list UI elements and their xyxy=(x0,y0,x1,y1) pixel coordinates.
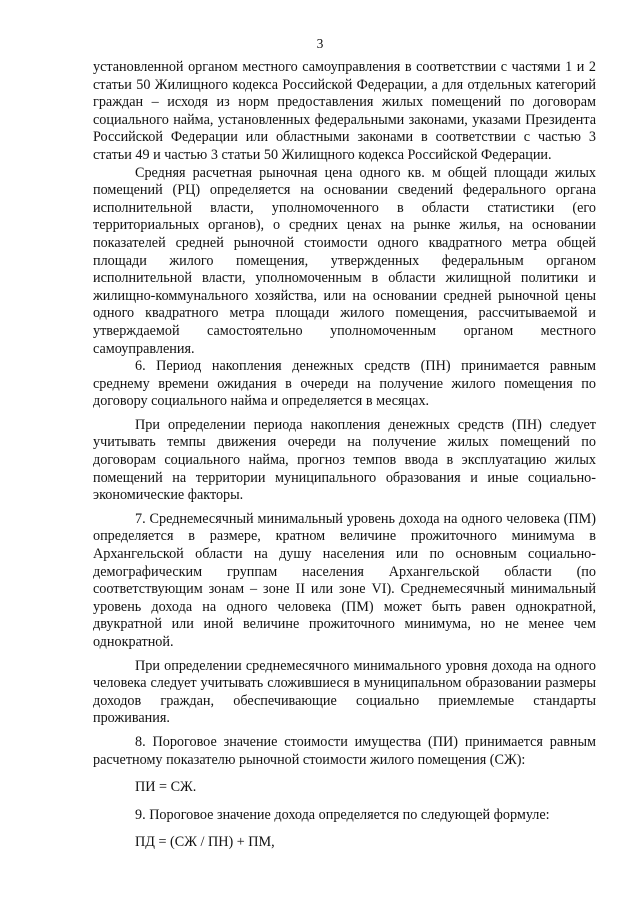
paragraph-item-7-minimum-income: 7. Среднемесячный минимальный уровень дохода на одного человека (ПМ) определяется в размере, кратном величине прожиточного минимума в Архангельской области на душу населения или по основным социально-демографическим группам населения Архангельской области (по соответствующим зонам – зоне II или зоне VI). Среднемесячный минимальный уровень дохода на одного человека (ПМ) может быть равен однократной, двукратной или иной величине прожиточного минимума, но не менее чем однократной. xyxy=(93,510,596,650)
paragraph-average-market-price: Средняя расчетная рыночная цена одного кв. м общей площади жилых помещений (РЦ) определяется на основании сведений федерального органа исполнительной власти, уполномоченного в области статистики (его территориальных органов), о средних ценах на рынке жилья, на основании показателей средней рыночной стоимости одного квадратного метра общей площади жилого помещения, утвержденных федеральным органом исполнительной власти, уполномоченным в области жилищной политики и жилищно-коммунального хозяйства, или на основании средней рыночной цены одного квадратного метра площади жилого помещения, рассчитываемой и утверждаемой самостоятельно уполномоченным органом местного самоуправления. xyxy=(93,164,596,357)
page-number: 3 xyxy=(316,36,324,51)
paragraph-minimum-income-factors: При определении среднемесячного минимального уровня дохода на одного человека следует учитывать сложившиеся в муниципальном образовании размеры доходов граждан, обеспечивающие социально приемлемые стандарты проживания. xyxy=(93,657,596,727)
formula-property-threshold: ПИ = СЖ. xyxy=(135,779,197,796)
paragraph-accumulation-period-factors: При определении периода накопления денежных средств (ПН) следует учитывать темпы движения очереди на получение жилых помещений по договорам социального найма, прогноз темпов ввода в эксплуатацию жилых помещений на территории муниципального образования и иные социально-экономические факторы. xyxy=(93,416,596,504)
paragraph-item-6-accumulation-period: 6. Период накопления денежных средств (ПН) принимается равным среднему времени ожидания в очереди на получение жилого помещения по договору социального найма и определяется в месяцах. xyxy=(93,358,596,410)
paragraph-item-8-property-threshold: 8. Пороговое значение стоимости имущества (ПИ) принимается равным расчетному показателю рыночной стоимости жилого помещения (СЖ): xyxy=(93,733,596,768)
paragraph-item-9-income-threshold: 9. Пороговое значение дохода определяется по следующей формуле: xyxy=(135,806,550,823)
paragraph-norms-continuation: установленной органом местного самоуправления в соответствии с частями 1 и 2 статьи 50 Жилищного кодекса Российской Федерации, а для отдельных категорий граждан – исходя из норм предоставления жилых помещений по договорам социального найма, установленных федеральными законами, указами Президента Российской Федерации или областными законами в соответствии с частью 3 статьи 49 и частью 3 статьи 50 Жилищного кодекса Российской Федерации. xyxy=(93,59,596,163)
formula-income-threshold: ПД = (СЖ / ПН) + ПМ, xyxy=(135,834,275,851)
document-body xyxy=(93,59,596,852)
